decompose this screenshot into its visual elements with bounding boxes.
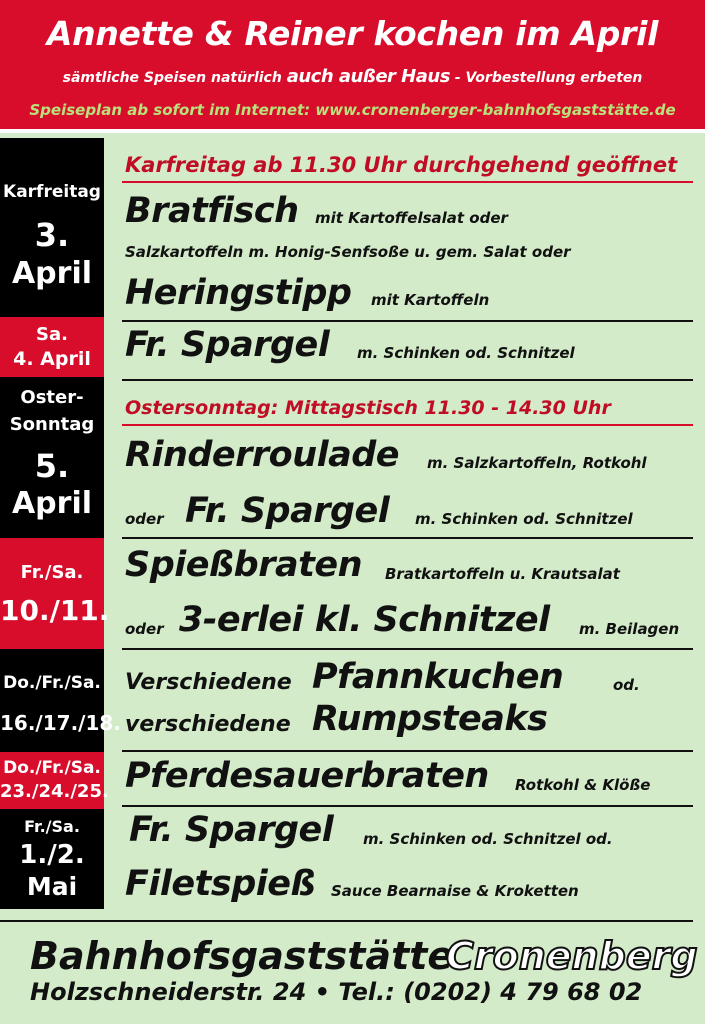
dish-bratfisch-desc2: Salzkartoffeln m. Honig-Senfsoße u. gem. Salat oder [125, 243, 571, 261]
day-date: 23./24./25. [0, 781, 109, 802]
day-label: Karfreitag [3, 182, 101, 202]
restaurant-name: Bahnhofsgaststätte [30, 934, 454, 978]
header-banner [0, 0, 705, 129]
day-month: Mai [26, 872, 78, 901]
ostern-note: Ostersonntag: Mittagstisch 11.30 - 14.30 Uhr [125, 397, 611, 419]
dish-bratfisch-desc1: mit Kartoffelsalat oder [315, 209, 508, 227]
day-date: 10./11. [0, 594, 110, 627]
day-date: 4. April [13, 348, 91, 370]
menu-body [0, 133, 705, 1024]
day-sa-4-april [0, 317, 104, 377]
dish-spiessbraten-desc: Bratkartoffeln u. Krautsalat [385, 565, 620, 583]
day-label: Fr./Sa. [20, 562, 84, 583]
dish-rinderroulade-desc: m. Salzkartoffeln, Rotkohl [427, 454, 647, 472]
dish-rumpsteaks: Rumpsteaks [312, 699, 548, 739]
dish-schnitzel: 3-erlei kl. Schnitzel [179, 600, 550, 640]
day-label: Fr./Sa. [24, 817, 80, 836]
footer [0, 928, 705, 1024]
red-divider [122, 424, 693, 426]
dish-spargel-desc: m. Schinken od. Schnitzel [357, 344, 575, 362]
dish-spargel-2: Fr. Spargel [185, 491, 390, 531]
website-line: Speiseplan ab sofort im Internet: www.cronenberger-bahnhofsgaststätte.de [29, 101, 676, 119]
dish-spargel-3-desc: m. Schinken od. Schnitzel od. [363, 830, 613, 848]
dish-spargel: Fr. Spargel [125, 325, 330, 365]
dish-pfannkuchen: Pfannkuchen [312, 657, 564, 697]
day-10-11 [0, 538, 110, 649]
dish-heringstipp: Heringstipp [125, 273, 352, 313]
day-16-17-18 [0, 649, 121, 752]
day-label: Do./Fr./Sa. [3, 673, 101, 693]
restaurant-brand: Cronenberg [446, 934, 698, 978]
poster-subtitle [0, 66, 705, 87]
day-ostersonntag [0, 377, 104, 538]
menu-items [105, 133, 705, 1024]
red-divider [122, 181, 693, 183]
dish-spargel-3: Fr. Spargel [129, 810, 334, 850]
footer-divider [0, 920, 693, 922]
dish-pferdesauerbraten: Pferdesauerbraten [125, 756, 489, 796]
dish-schnitzel-desc: m. Beilagen [579, 620, 680, 638]
day-1-2-mai [0, 809, 104, 909]
verschiedene-label-1: Verschiedene [125, 670, 292, 695]
dish-spiessbraten: Spießbraten [125, 545, 362, 585]
dish-pferdesauerbraten-desc: Rotkohl & Klöße [515, 776, 651, 794]
day-date: 16./17./18. [0, 711, 121, 735]
oder-label: oder [125, 510, 164, 528]
subtitle-post: - Vorbestellung erbeten [449, 70, 643, 86]
divider [122, 379, 693, 381]
day-number: 5. [34, 447, 70, 485]
divider [122, 320, 693, 322]
day-month: April [11, 486, 93, 521]
day-label: Sa. [36, 324, 68, 345]
day-number: 3. [34, 216, 70, 254]
day-date: 1./2. [19, 840, 85, 870]
verschiedene-label-2: verschiedene [125, 712, 291, 737]
divider [122, 648, 693, 650]
dish-spargel-2-desc: m. Schinken od. Schnitzel [415, 510, 633, 528]
subtitle-emphasis: auch außer Haus [286, 66, 450, 87]
dish-heringstipp-desc: mit Kartoffeln [371, 291, 490, 309]
day-label: Do./Fr./Sa. [3, 758, 101, 778]
oder-label-2: oder [125, 620, 164, 638]
subtitle-pre: sämtliche Speisen natürlich [62, 70, 287, 86]
day-month: April [11, 256, 93, 291]
dish-bratfisch: Bratfisch [125, 191, 299, 231]
divider [122, 805, 693, 807]
day-label-2: Sonntag [9, 414, 95, 435]
poster-title: Annette & Reiner kochen im April [46, 14, 659, 53]
day-label: Oster- [20, 387, 84, 408]
dish-filetspiess-desc: Sauce Bearnaise & Kroketten [331, 882, 579, 900]
dish-rinderroulade: Rinderroulade [125, 435, 400, 475]
divider [122, 750, 693, 752]
divider [122, 537, 693, 539]
day-23-24-25 [0, 752, 109, 809]
dish-filetspiess: Filetspieß [125, 864, 316, 904]
pfannkuchen-od: od. [613, 676, 640, 694]
day-karfreitag [0, 138, 104, 318]
restaurant-address: Holzschneiderstr. 24 • Tel.: (0202) 4 79 68 02 [30, 978, 643, 1006]
karfreitag-note: Karfreitag ab 11.30 Uhr durchgehend geöffnet [125, 153, 678, 177]
